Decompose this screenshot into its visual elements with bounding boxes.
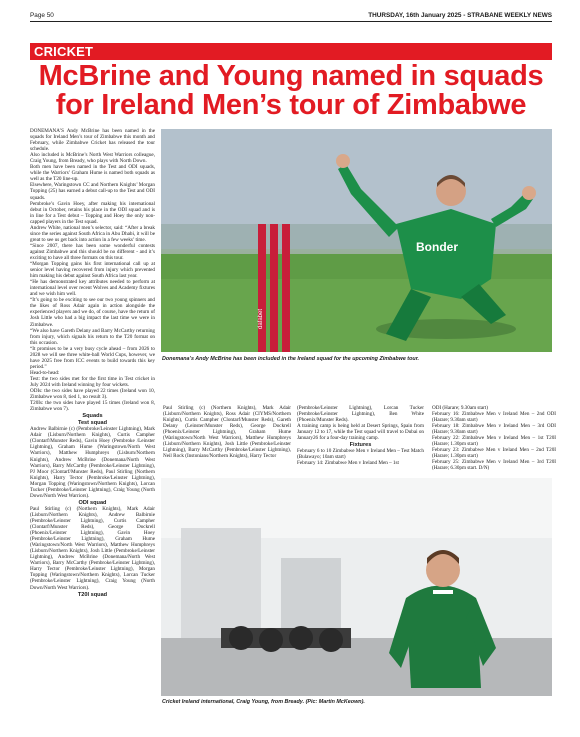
section-label: CRICKET <box>34 44 94 59</box>
fixture-item: February 25: Zimbabwe Men v Ireland Men – 3rd T20I (Harare; 6.30pm start. D/N) <box>432 459 556 472</box>
headline-line-2: for Ireland Men’s tour of Zimbabwe <box>55 89 527 121</box>
section-banner <box>30 43 552 60</box>
article-paragraph: “It’s going to be exciting to see our two young spinners and the likes of Ross Adair again in action alongside the experienced players and we do, of course, have the return of Josh Little who had a big impact the last time we were in Zimbabwe. <box>30 297 155 328</box>
article-paragraph: DONEMANA’S Andy McBrine has been named in the squads for Ireland Men’s tour of Zimbabwe this month and February, while Zimbabwe Cricket has released the tour schedule. <box>30 128 155 153</box>
odi-squad-heading: ODI squad <box>78 499 107 506</box>
fixture-item: ODI (Harare; 9.30am start) <box>432 405 488 411</box>
page-header <box>30 10 552 22</box>
t20-squad-list-cont: (Pembroke/Leinster Lightning), Lorcan Tucker (Pembroke/Leinster Lightning), Ben White (Phoenix/Munster Reds). <box>297 405 424 424</box>
fixture-item: February 22: Zimbabwe Men v Ireland Men – 1st T20I (Harare; 1.30pm start) <box>432 435 556 448</box>
squads-heading: Squads <box>82 413 103 420</box>
test-squad-heading: Test squad <box>77 420 108 427</box>
fixture-item: February 6 to 10 Zimbabwe Men v Ireland Men – Test Match (Bulawayo; 10am start) <box>297 448 424 461</box>
fixtures-heading: Fixtures <box>349 442 372 449</box>
training-camp-note: A training camp is being held at Desert Springs, Spain from January 12 to 17, while the Test squad will travel to Dubai on January26 for a four-day training camp. <box>297 423 424 442</box>
headline <box>30 62 552 120</box>
mcbrine-celebration-illustration <box>161 129 552 352</box>
fixture-item: February 16: Zimbabwe Men v Ireland Men – 2nd ODI (Harare; 9.30am start) <box>432 411 556 424</box>
article-paragraph: Head-to-head: <box>30 369 60 376</box>
article-column-1 <box>30 128 155 598</box>
test-squad-list: Andrew Balbirnie (c) (Pembroke/Leinster Lightning), Mark Adair (Lisburn/Northern Knights), Curtis Campher (Clontarf/Munster Reds), Gavin Hoey (Pembroke /Leinster Lightning), Graham Hume (Waringstown/North West Warriors), Matthew Humphreys (Lisburn/Northern Knights), Andrew McBrine (Donemana/North West Warriors), Barry McCarthy (Pembroke/Leinster Lightning), PJ Moor (Clontarf/Munster Reds), Paul Stirling (Northern Knights), Harry Tector (Pembroke/Leinster Lightning), Morgan Topping (Waringstown/Northern Knights), Lorcan Tucker (Pembroke/Leinster Lightning), Craig Young (North Down/North West Warriors). <box>30 426 155 499</box>
headline-line-1: McBrine and Young named in squads <box>38 60 544 92</box>
stump-sponsor-text: dafabet <box>258 308 264 329</box>
article-paragraph: “We also have Gareth Delany and Barry McCarthy returning from injury, which signals his return to the T20 format on this occasion. <box>30 327 155 346</box>
fixture-item: February 23: Zimbabwe Men v Ireland Men – 2nd T20I (Harare; 1.30pm start) <box>432 447 556 460</box>
article-column-3 <box>297 405 424 466</box>
craig-young-gym-illustration <box>161 478 552 696</box>
dateline: THURSDAY, 16th January 2025 - STRABANE WEEKLY NEWS <box>368 12 552 19</box>
article-paragraph: T20Is: the two sides have played 15 times (Ireland won 8, Zimbabwe won 7). <box>30 400 155 413</box>
article-paragraph: “He has demonstrated key attributes needed to perform at international level over recent Wolves and Academy fixtures and we wish him well. <box>30 279 155 298</box>
article-paragraph: Elsewhere, Waringstown CC and Northern Knights’ Morgan Topping (25) has earned a debut call-up to the Test and ODI squads. <box>30 182 155 201</box>
t20-squad-list: Paul Stirling (c) (Northern Knights), Mark Adair (Lisburn/Northern Knights), Ross Adair (CIYMS/Northern Knights), Curtis Campher (Clontarf/Munster Reds), Gareth Delany (Leinster/Munster Reds), George Dockrell (Phoenix/Leinster Lightning), Graham Hume (Waringstown/North West Warriors), Matthew Humphreys (Lisburn/Northern Knights), Josh Little (Pembroke/Leinster Lightning), Barry McCarthy (Pembroke/Leinster Lightning), Neil Rock (Instonians/Northern Knights), Harry Tector <box>163 405 291 460</box>
article-paragraph: Andrew White, national men’s selector, said: “After a break since the series against South Africa in Abu Dhabi, it will be great to see us get back into action in a few weeks’ time. <box>30 224 155 243</box>
main-photo-caption: Donemana’s Andy McBrine has been included in the Ireland squad for the upcoming Zimbabwe tour. <box>162 356 419 362</box>
article-paragraph: “Morgan Topping gains his first international call up at senior level having recovered from injury which prevented him making his debut against South Africa last year. <box>30 261 155 280</box>
article-paragraph: Also included is McBrine’s North West Warriors colleague, Craig Young, from Bready, who plays with North Down. <box>30 152 155 165</box>
article-paragraph: “It promises to be a very busy cycle ahead – from 2026 to 2028 we will see three white-ball World Cups, however, we have 2025 free from ICC events to build towards this key period.” <box>30 345 155 370</box>
secondary-photo-caption: Cricket Ireland international, Craig Young, from Bready. (Pic: Martin McKeown). <box>162 699 365 705</box>
article-paragraph: “Since 2007, there has been some wonderful contests against Zimbabwe and this should be no different - and it’s exciting to have all three formats on this tour. <box>30 242 155 261</box>
article-paragraph: Both men have been named in the Test and ODI squads, while the Warriors’ Graham Hume is named both squads as well as the T20 line-up. <box>30 164 155 183</box>
odi-squad-list: Paul Stirling (c) (Northern Knights), Mark Adair (Lisburn/Northern Knights), Andrew Balbirnie (Pembroke/Leinster Lightning), Curtis Campher (Clontarf/Munster Reds), George Dockrell (Phoenix/Leinster Lightning), Gavin Hoey (Pembroke/Leinster Lightning), Graham Hume (Waringstown/North West Warriors), Matthew Humphreys (Lisburn/Northern Knights), Josh Little (Pembroke/Leinster Lightning), Andrew McBrine (Donemana/North West Warriors), Barry McCarthy (Pembroke/Leinster Lightning), Harry Tector (Pembroke/Leinster Lightning), Morgan Topping (Waringstown/Northern Knights), Lorcan Tucker (Pembroke/Leinster Lightning), Craig Young (North Down/North West Warriors). <box>30 505 155 591</box>
main-photo <box>161 129 552 352</box>
page-number: Page 50 <box>30 12 54 19</box>
article-paragraph: Pembroke’s Gavin Hoey, after making his international debut in October, retains his place in the ODI squad and is in line for a Test debut – Topping and Hoey the only non-capped players in the Test squad. <box>30 200 155 225</box>
fixture-item: February 14: Zimbabwe Men v Ireland Men – 1st <box>297 460 399 467</box>
secondary-photo <box>161 478 552 696</box>
article-column-2 <box>163 405 291 459</box>
shirt-sponsor-text: Bonder <box>416 240 458 254</box>
t20-squad-heading: T20I squad <box>77 591 108 598</box>
article-column-4 <box>432 405 556 472</box>
article-paragraph: Test: the two sides met for the first time in Test cricket in July 2024 with Ireland winning by four wickets. <box>30 375 155 388</box>
fixture-item: February 18: Zimbabwe Men v Ireland Men – 3rd ODI (Harare; 9.30am start) <box>432 423 556 436</box>
article-paragraph: ODIs: the two sides have played 22 times (Ireland won 10, Zimbabwe won 8, tied 1, no result 3). <box>30 388 155 401</box>
